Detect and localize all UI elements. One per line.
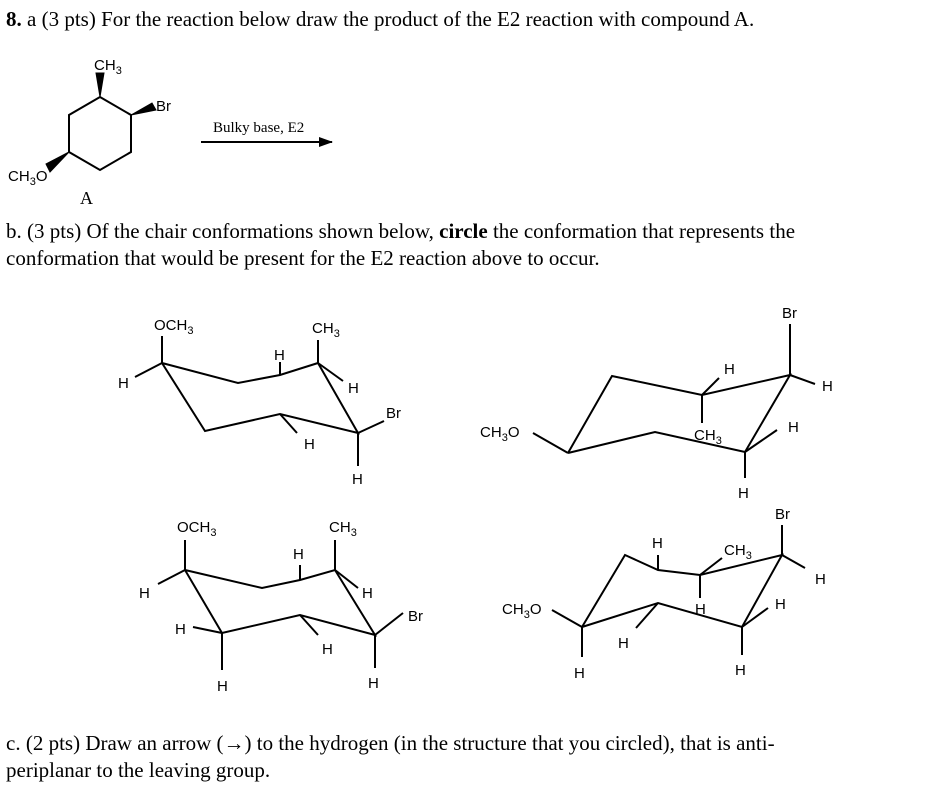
chair-3-br: Br <box>408 608 423 625</box>
compound-a-bromo-label: Br <box>156 98 171 115</box>
question-b-line2: conformation that would be present for the E2 reaction above to occur. <box>6 246 600 270</box>
chair-3-bond-h-right <box>335 570 358 588</box>
chair-4-h: H <box>815 571 826 588</box>
chair-2-bond-h-mid <box>745 430 777 452</box>
chair-4-h: H <box>574 665 585 682</box>
compound-a-label: A <box>80 188 93 208</box>
chair-4-bond-h-lower-right <box>742 608 768 627</box>
chair-2-ring <box>568 375 790 453</box>
chair-1-bond-h-right <box>318 363 343 381</box>
chair-1-h: H <box>118 375 129 392</box>
chair-conformation-4 <box>502 506 826 682</box>
chair-4-h: H <box>735 662 746 679</box>
question-a-text: 8. a (3 pts) For the reaction below draw the product of the E2 reaction with compound A. <box>6 7 755 31</box>
chair-4-h: H <box>652 535 663 552</box>
bromo-wedge-bond <box>131 103 156 115</box>
chair-2-h: H <box>788 419 799 436</box>
chair-4-ch3o: $CH_3O$ <box>502 601 542 621</box>
chair-1-h: H <box>352 471 363 488</box>
reaction-arrow-group <box>201 120 332 142</box>
chair-1-bond-br <box>358 421 384 433</box>
reagent-label: Bulky base, E2 <box>213 120 305 136</box>
chair-conformation-3 <box>139 519 423 695</box>
chair-1-h: H <box>348 380 359 397</box>
question-c-line2: periplanar to the leaving group. <box>6 758 271 782</box>
compound-a-methoxy-label: $CH_3O$ <box>8 168 48 188</box>
chair-2-bond-h-right <box>790 375 815 384</box>
chair-2-bond-ch3o <box>533 433 568 453</box>
chair-1-h: H <box>304 436 315 453</box>
chair-2-ch3o: $CH_3O$ <box>480 424 520 444</box>
chair-3-h: H <box>322 641 333 658</box>
chair-3-h: H <box>217 678 228 695</box>
chair-4-h: H <box>695 601 706 618</box>
chair-3-och3: $OCH_3$ <box>177 519 217 539</box>
chair-3-bond-br <box>375 613 403 635</box>
chair-1-br: Br <box>386 405 401 422</box>
chair-3-h: H <box>368 675 379 692</box>
chair-conformation-1 <box>118 317 401 488</box>
chair-3-bond-h-left <box>158 570 185 584</box>
compound-a-ring <box>69 97 131 170</box>
chair-3-h: H <box>139 585 150 602</box>
chair-4-bond-ch3o <box>552 610 582 627</box>
chair-4-h: H <box>775 596 786 613</box>
chair-1-ring <box>162 363 358 433</box>
methyl-wedge-bond <box>96 73 104 97</box>
methoxy-wedge-bond <box>46 152 69 172</box>
chair-2-br: Br <box>782 305 797 322</box>
chair-4-bond-h-right <box>782 555 805 568</box>
chair-3-h: H <box>362 585 373 602</box>
chair-2-h: H <box>724 361 735 378</box>
compound-a-methyl-label: $CH_3$ <box>94 57 122 77</box>
chair-1-bond-h-left <box>135 363 162 377</box>
chair-3-h: H <box>293 546 304 563</box>
compound-a <box>8 57 171 208</box>
chair-3-bond-h-inner <box>193 627 222 633</box>
chair-1-h: H <box>274 347 285 364</box>
chair-2-ch3: $CH_3$ <box>694 427 722 447</box>
chair-2-h: H <box>738 485 749 502</box>
question-c-line1: c. (2 pts) Draw an arrow (→) to the hydrogen (in the structure that you circled), that is anti- <box>6 731 775 755</box>
chair-4-h: H <box>618 635 629 652</box>
chair-3-h: H <box>175 621 186 638</box>
chair-4-br: Br <box>775 506 790 523</box>
chair-4-ch3: $CH_3$ <box>724 542 752 562</box>
chair-2-h: H <box>822 378 833 395</box>
chair-4-ring <box>582 555 782 627</box>
chair-1-och3: $OCH_3$ <box>154 317 194 337</box>
chair-conformation-2 <box>480 305 833 502</box>
question-b-line1: b. (3 pts) Of the chair conformations shown below, circle the conformation that represents the <box>6 219 796 243</box>
chair-1-ch3: $CH_3$ <box>312 320 340 340</box>
chair-3-ch3: $CH_3$ <box>329 519 357 539</box>
